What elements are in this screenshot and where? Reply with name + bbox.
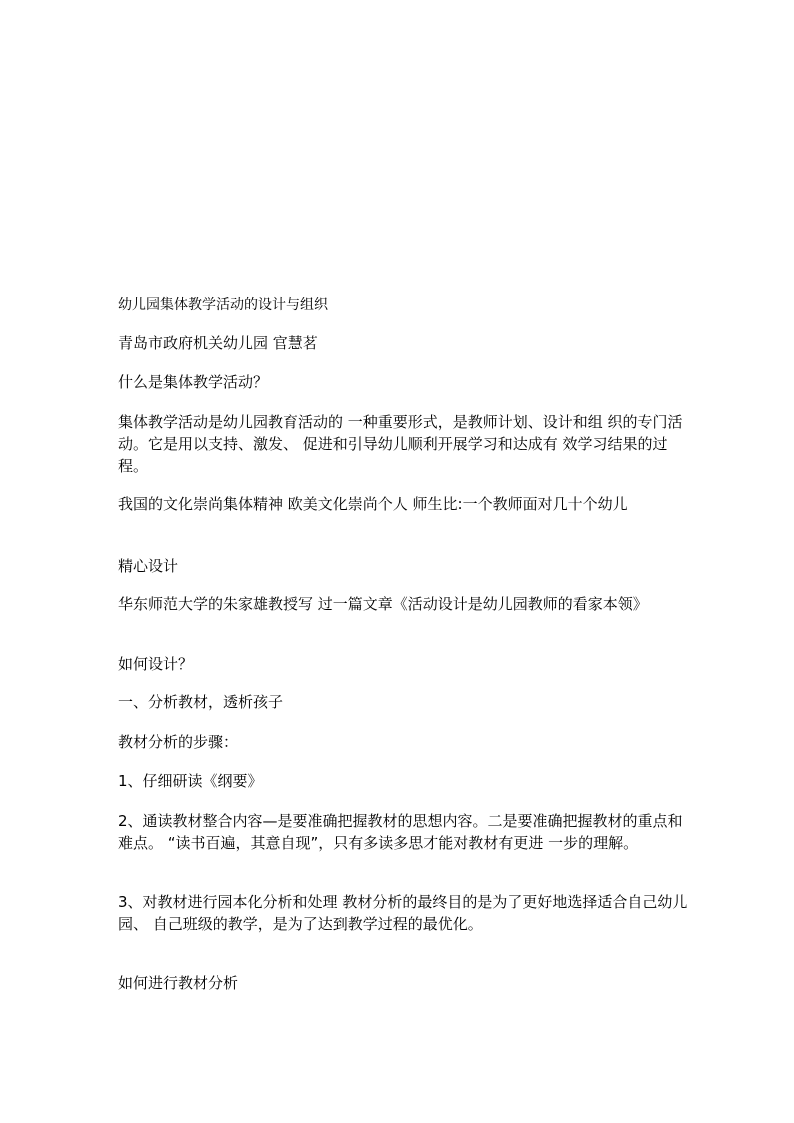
- step-3-paragraph: 3、对教材进行园本化分析和处理 教材分析的最终目的是为了更好地选择适合自己幼儿园、 自己班级的教学，是为了达到教学过程的最优化。: [118, 893, 688, 933]
- author-line: 青岛市政府机关幼儿园 官慧茗: [118, 334, 318, 352]
- heading-design: 精心设计: [118, 557, 179, 575]
- step-1-paragraph: 1、仔细研读《纲要》: [118, 772, 263, 790]
- document-title: 幼儿园集体教学活动的设计与组织: [118, 297, 328, 313]
- question-what: 什么是集体教学活动？: [118, 373, 269, 391]
- steps-heading: 教材分析的步骤：: [118, 733, 239, 751]
- heading-how-analyze: 如何进行教材分析: [118, 974, 239, 992]
- article-note: 华东师范大学的朱家雄教授写 过一篇文章《活动设计是幼儿园教师的看家本领》: [118, 595, 648, 613]
- step-2-paragraph: 2、通读教材整合内容—是要准确把握教材的思想内容。二是要准确把握教材的重点和难点。 “读书百遍，其意自现”，只有多读多思才能对教材有更进 一步的理解。: [118, 812, 683, 852]
- step-one-heading: 一、分析教材，透析孩子: [118, 693, 284, 711]
- question-how-design: 如何设计？: [118, 655, 194, 673]
- definition-paragraph: 集体教学活动是幼儿园教育活动的 一种重要形式，是教师计划、设计和组 织的专门活动。它是用以支持、激发、 促进和引导幼儿顺利开展学习和达成有 效学习结果的过程。: [118, 413, 683, 475]
- culture-paragraph: 我国的文化崇尚集体精神 欧美文化崇尚个人 师生比:一个教师面对几十个幼儿: [118, 495, 628, 513]
